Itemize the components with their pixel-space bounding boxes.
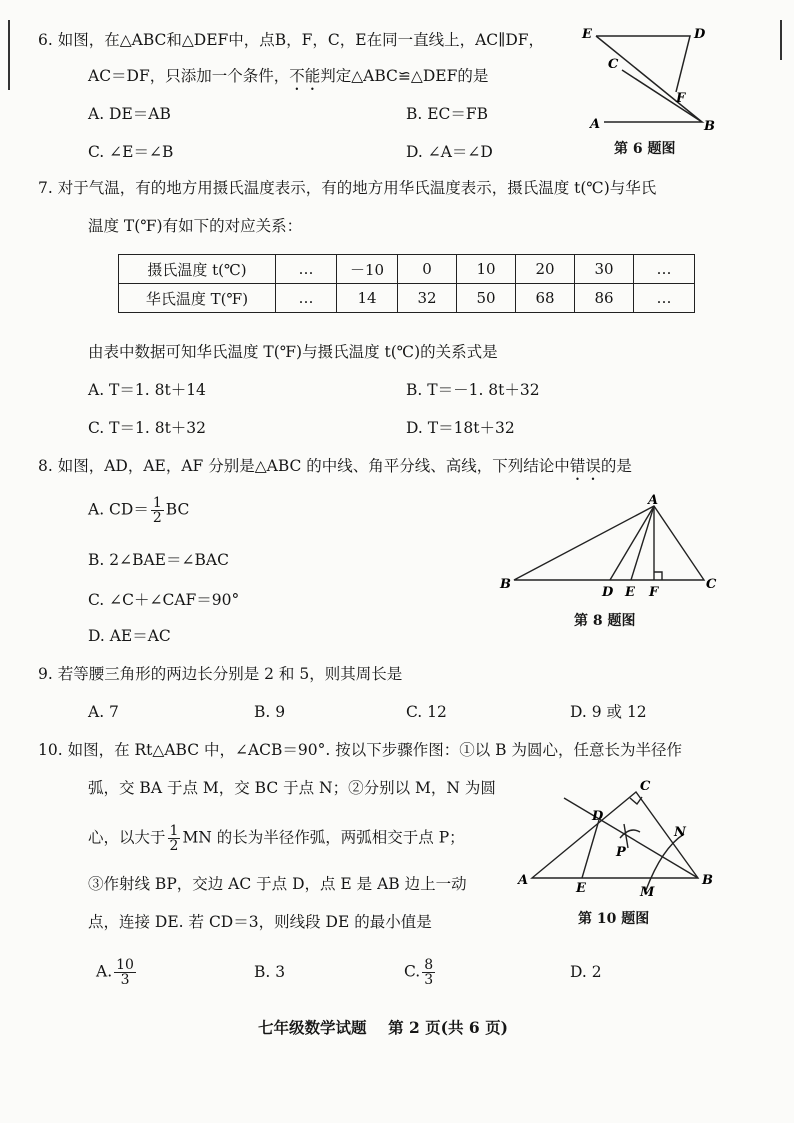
table-cell: 68 [516, 284, 575, 313]
q6-label-c: C [608, 57, 619, 72]
q8-label-c: C [706, 577, 717, 592]
q9-option-d[interactable]: D. 9 或 12 [570, 703, 647, 721]
table-cell: … [276, 255, 337, 284]
q9-option-c[interactable]: C. 12 [406, 703, 447, 721]
table-header-fahrenheit: 华氏温度 T(℉) [119, 284, 276, 313]
q6-option-c[interactable]: C. ∠E＝∠B [88, 143, 174, 161]
q8-label-e: E [625, 585, 635, 600]
q10-label-a: A [518, 873, 529, 888]
q10-label-b: B [702, 873, 713, 888]
q8-option-a[interactable] [88, 496, 189, 525]
right-binding-edge [780, 20, 782, 60]
q6-line2-post: 判定△ABC≌△DEF的是 [320, 67, 489, 85]
table-cell: 30 [575, 255, 634, 284]
fraction-denominator: 2 [169, 838, 179, 854]
q6-label-e: E [582, 27, 592, 42]
q10-option-c-pre: C. [404, 962, 421, 981]
fraction-denominator: 2 [152, 510, 162, 526]
q9-line1: 9. 若等腰三角形的两边长分别是 2 和 5，则其周长是 [38, 665, 403, 683]
q10-line4: ③作射线 BP，交边 AC 于点 D，点 E 是 AB 边上一动 [88, 875, 467, 893]
table-cell: 32 [398, 284, 457, 313]
q10-option-c-fraction [422, 958, 435, 987]
table-row [119, 255, 695, 284]
table-row [119, 284, 695, 313]
q8-figure-caption: 第 8 题图 [574, 613, 636, 629]
table-cell: 10 [457, 255, 516, 284]
q10-option-c[interactable] [404, 958, 437, 987]
q10-option-a-fraction [114, 958, 136, 987]
q8-option-a-post: BC [165, 500, 190, 519]
table-cell: … [634, 284, 695, 313]
table-cell: 20 [516, 255, 575, 284]
q8-label-f: F [649, 585, 659, 600]
q6-label-f: F [676, 91, 686, 106]
q7-option-c[interactable]: C. T＝1. 8t＋32 [88, 419, 207, 437]
q6-figure-caption: 第 6 题图 [614, 141, 676, 157]
fraction-denominator: 3 [120, 972, 130, 988]
table-cell: 50 [457, 284, 516, 313]
q7-option-a[interactable]: A. T＝1. 8t＋14 [88, 381, 206, 399]
q6-line2 [88, 66, 488, 94]
q8-right-angle-mark [654, 572, 662, 580]
q7-line1: 7. 对于气温，有的地方用摄氏温度表示，有的地方用华氏温度表示，摄氏温度 t(℃)与华氏 [38, 179, 657, 197]
fraction-numerator: 10 [116, 957, 134, 973]
fraction-numerator: 1 [152, 495, 162, 511]
q8-option-a-pre: A. CD＝ [88, 500, 149, 519]
fraction-denominator: 3 [424, 972, 434, 988]
q8-label-b: B [500, 577, 511, 592]
q10-arc-mn [646, 834, 684, 890]
q8-option-d[interactable]: D. AE＝AC [88, 627, 171, 645]
table-cell: … [276, 284, 337, 313]
q8-option-c[interactable]: C. ∠C＋∠CAF＝90° [88, 591, 240, 609]
q8-label-d: D [602, 585, 614, 600]
q10-segment-de [582, 820, 599, 878]
q8-option-b[interactable]: B. 2∠BAE＝∠BAC [88, 551, 229, 569]
q6-label-a: A [590, 117, 601, 132]
q6-option-a[interactable]: A. DE＝AB [88, 105, 171, 123]
q10-option-d[interactable]: D. 2 [570, 963, 602, 981]
table-cell: 14 [337, 284, 398, 313]
table-header-celsius: 摄氏温度 t(℃) [119, 255, 276, 284]
q8-fraction [151, 496, 164, 525]
q10-label-d: D [592, 809, 604, 824]
q10-label-c: C [640, 779, 651, 794]
q10-line3-post: MN 的长为半径作弧，两弧相交于点 P； [182, 828, 465, 847]
q9-option-a[interactable]: A. 7 [88, 703, 119, 721]
q10-label-m: M [640, 885, 655, 900]
q8-label-a: A [648, 493, 659, 508]
q7-line2: 温度 T(℉)有如下的对应关系： [88, 217, 303, 235]
q10-option-b[interactable]: B. 3 [254, 963, 286, 981]
q7-option-d[interactable]: D. T＝18t＋32 [406, 419, 515, 437]
table-cell: －10 [337, 255, 398, 284]
left-binding-edge [8, 20, 10, 90]
q10-line5: 点，连接 DE. 若 CD＝3，则线段 DE 的最小值是 [88, 913, 432, 931]
q7-option-b[interactable]: B. T＝－1. 8t＋32 [406, 381, 540, 399]
q10-option-a[interactable] [96, 958, 138, 987]
fraction-numerator: 8 [424, 957, 434, 973]
table-cell: 0 [398, 255, 457, 284]
table-cell: 86 [575, 284, 634, 313]
q6-emphasis: 不能 [289, 67, 321, 85]
q8-line1-post: 的是 [600, 457, 632, 475]
q6-triangle-abc [604, 70, 702, 122]
q10-figure [512, 776, 722, 900]
q6-line2-pre: AC＝DF，只添加一个条件， [88, 67, 290, 85]
q6-label-b: B [704, 119, 715, 134]
q8-line1 [38, 456, 632, 484]
q6-option-d[interactable]: D. ∠A＝∠D [406, 143, 493, 161]
q10-label-p: P [616, 845, 626, 860]
q10-label-e: E [576, 881, 586, 896]
q10-figure-caption: 第 10 题图 [578, 911, 650, 927]
q8-emphasis: 错误 [569, 457, 601, 475]
temperature-table [118, 254, 695, 313]
table-cell: … [634, 255, 695, 284]
page-footer: 七年级数学试题 第 2 页(共 6 页) [258, 1018, 508, 1037]
q10-line1: 10. 如图，在 Rt△ABC 中，∠ACB＝90°. 按以下步骤作图：①以 B 为圆心，任意长为半径作 [38, 741, 682, 759]
q6-label-d: D [694, 27, 706, 42]
q6-option-b[interactable]: B. EC＝FB [406, 105, 489, 123]
q9-option-b[interactable]: B. 9 [254, 703, 286, 721]
fraction-numerator: 1 [169, 823, 179, 839]
q8-triangle-abc [514, 506, 704, 580]
q6-figure [578, 24, 728, 136]
q6-line1: 6. 如图，在△ABC和△DEF中，点B，F，C，E在同一直线上，AC∥DF， [38, 31, 544, 49]
q10-label-n: N [674, 825, 686, 840]
q10-line2: 弧，交 BA 于点 M，交 BC 于点 N；②分别以 M，N 为圆 [88, 779, 496, 797]
q7-line3: 由表中数据可知华氏温度 T(℉)与摄氏温度 t(℃)的关系式是 [88, 343, 498, 361]
q10-option-a-pre: A. [96, 962, 113, 981]
q8-figure [498, 492, 728, 604]
q8-line1-pre: 8. 如图，AD，AE，AF 分别是△ABC 的中线、角平分线、高线，下列结论中 [38, 457, 570, 475]
q10-line3 [88, 824, 465, 853]
q10-line3-pre: 心，以大于 [88, 828, 166, 847]
q10-fraction [168, 824, 181, 853]
